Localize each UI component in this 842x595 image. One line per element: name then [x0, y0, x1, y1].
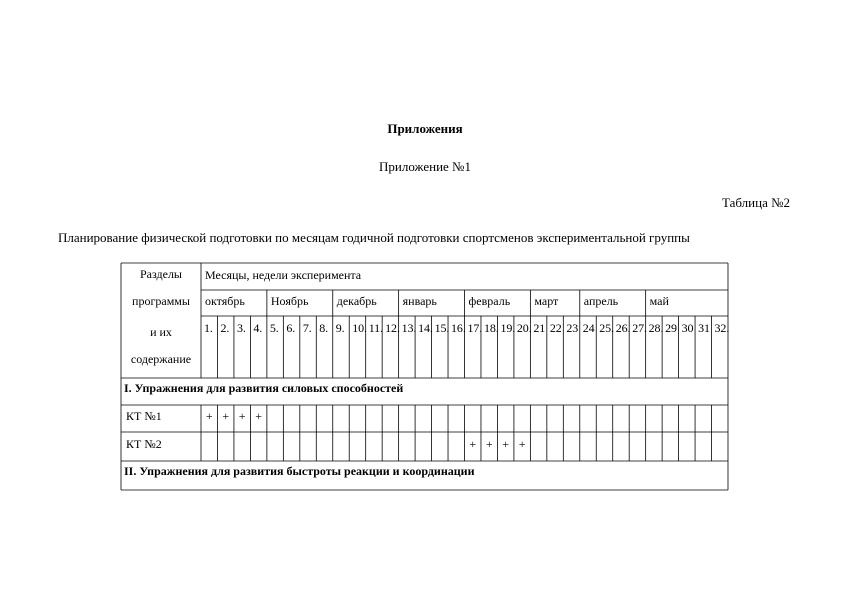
plan-mark: +: [222, 409, 230, 423]
week-number: 5.: [269, 321, 279, 335]
section-title: I. Упражнения для развития силовых способностей: [124, 381, 404, 395]
week-number: 4.: [253, 321, 263, 335]
week-number: 17.: [467, 321, 483, 335]
row-header-label: содержание: [130, 352, 192, 366]
plan-mark: +: [205, 409, 213, 423]
week-number: 14.: [418, 321, 433, 335]
week-number: 22: [549, 321, 562, 335]
plan-mark: +: [238, 409, 246, 423]
week-number: 20.: [516, 321, 532, 335]
week-number: 3.: [236, 321, 246, 335]
week-number: 25.: [599, 321, 614, 335]
week-number: 7.: [302, 321, 312, 335]
week-number: 13.: [401, 321, 417, 335]
appendix-heading: Приложения: [387, 121, 463, 136]
week-number: 1.: [204, 321, 213, 335]
week-number: 18.: [483, 321, 499, 335]
month-label: декабрь: [336, 294, 377, 308]
section-title: II. Упражнения для развития быстроты реакции и координации: [124, 464, 475, 478]
plan-mark: +: [469, 437, 477, 451]
week-number: 29: [665, 321, 677, 335]
week-number: 32.: [714, 321, 730, 335]
week-number: 16.: [451, 321, 466, 335]
row-header-label: и их: [150, 325, 172, 339]
plan-mark: +: [518, 437, 526, 451]
plan-mark: +: [255, 409, 263, 423]
week-number: 12.: [385, 321, 400, 335]
week-number: 15.: [434, 321, 450, 335]
week-number: 28.: [648, 321, 664, 335]
week-number: 21: [533, 321, 546, 335]
row-label: КТ №2: [126, 437, 162, 451]
table-caption: Планирование физической подготовки по месяцам годичной подготовки спортсменов экспериментальной группы: [58, 230, 690, 245]
month-label: февраль: [468, 294, 511, 308]
week-number: 30: [681, 321, 694, 335]
row-header-label: Разделы: [139, 267, 182, 281]
month-label: январь: [402, 294, 437, 308]
week-number: 31: [698, 321, 710, 335]
plan-mark: +: [485, 437, 493, 451]
month-label: Ноябрь: [270, 294, 309, 308]
row-label: КТ №1: [126, 409, 162, 423]
week-number: 10.: [352, 321, 367, 335]
week-number: 27.: [632, 321, 647, 335]
plan-mark: +: [502, 437, 510, 451]
appendix-number: Приложение №1: [379, 159, 471, 174]
week-number: 2.: [220, 321, 230, 335]
week-number: 8.: [319, 321, 329, 335]
week-number: 24: [582, 321, 595, 335]
week-number: 19.: [500, 321, 516, 335]
month-label: апрель: [583, 294, 619, 308]
month-label: март: [534, 294, 559, 308]
months-header: Месяцы, недели эксперимента: [205, 268, 362, 282]
week-number: 11.: [368, 321, 383, 335]
month-label: октябрь: [205, 294, 245, 308]
week-number: 26.: [615, 321, 631, 335]
week-number: 23: [566, 321, 579, 335]
week-number: 6.: [286, 321, 296, 335]
week-number: 9.: [335, 321, 345, 335]
row-header-label: программы: [132, 294, 190, 308]
month-label: май: [649, 294, 669, 308]
table-number: Таблица №2: [721, 195, 790, 210]
